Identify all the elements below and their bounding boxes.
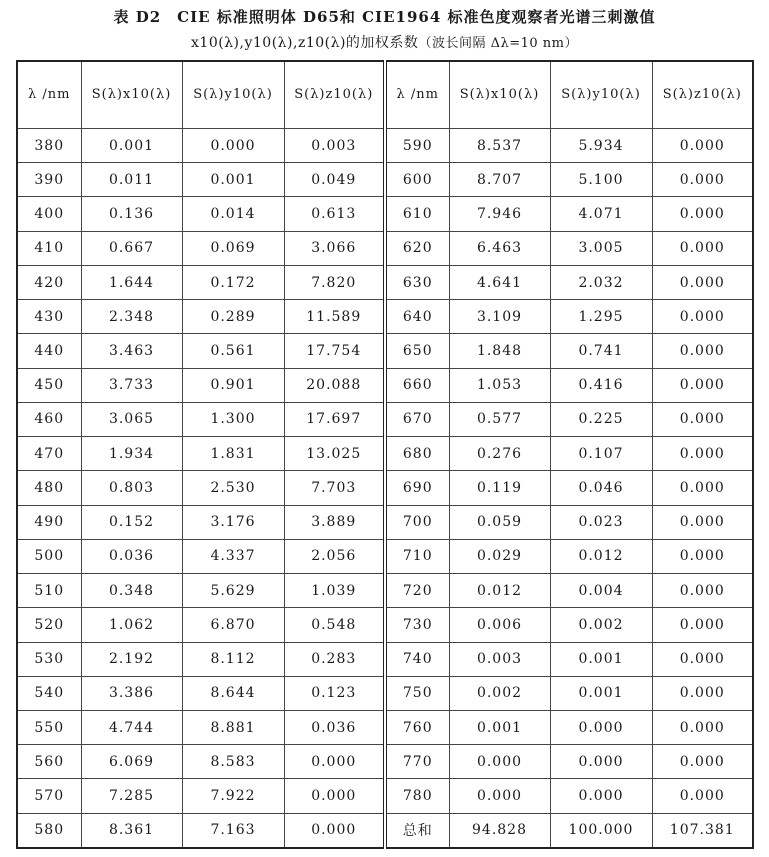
y10-cell: 2.032	[550, 265, 652, 299]
x10-cell: 0.348	[81, 574, 182, 608]
x10-cell: 0.012	[449, 574, 550, 608]
wavelength-cell: 430	[17, 300, 81, 334]
header-x10-left: S(λ)x10(λ)	[81, 61, 182, 129]
y10-cell: 7.163	[182, 813, 284, 848]
z10-cell: 0.000	[652, 642, 753, 676]
x10-cell: 0.577	[449, 402, 550, 436]
y10-cell: 1.295	[550, 300, 652, 334]
x10-cell: 0.000	[449, 745, 550, 779]
weighting-table	[16, 60, 754, 849]
x10-cell: 6.463	[449, 231, 550, 265]
wavelength-cell: 620	[385, 231, 449, 265]
table-row	[17, 368, 753, 402]
y10-cell: 0.901	[182, 368, 284, 402]
z10-cell: 0.000	[652, 745, 753, 779]
table-row	[17, 745, 753, 779]
wavelength-cell: 630	[385, 265, 449, 299]
header-lambda-left: λ /nm	[17, 61, 81, 129]
wavelength-cell: 610	[385, 197, 449, 231]
z10-cell: 0.000	[652, 129, 753, 163]
wavelength-cell: 510	[17, 574, 81, 608]
wavelength-cell: 720	[385, 574, 449, 608]
table-row	[17, 471, 753, 505]
z10-cell: 0.000	[652, 231, 753, 265]
y10-cell: 0.002	[550, 608, 652, 642]
z10-cell: 0.000	[652, 505, 753, 539]
subtitle-main: x10(λ),y10(λ),z10(λ)的加权系数	[191, 35, 419, 51]
x10-cell: 0.059	[449, 505, 550, 539]
z10-cell: 0.283	[284, 642, 385, 676]
z10-cell: 0.000	[652, 163, 753, 197]
y10-cell: 8.112	[182, 642, 284, 676]
z10-cell: 2.056	[284, 539, 385, 573]
z10-cell: 11.589	[284, 300, 385, 334]
table-row	[17, 505, 753, 539]
y10-cell: 1.300	[182, 402, 284, 436]
wavelength-cell: 530	[17, 642, 81, 676]
y10-cell: 4.337	[182, 539, 284, 573]
wavelength-cell: 660	[385, 368, 449, 402]
x10-cell: 3.463	[81, 334, 182, 368]
y10-cell: 0.172	[182, 265, 284, 299]
table-row	[17, 710, 753, 744]
y10-cell: 5.100	[550, 163, 652, 197]
z10-cell: 3.066	[284, 231, 385, 265]
header-y10-left: S(λ)y10(λ)	[182, 61, 284, 129]
y10-cell: 5.934	[550, 129, 652, 163]
x10-cell: 4.641	[449, 265, 550, 299]
table-row	[17, 231, 753, 265]
x10-cell: 8.361	[81, 813, 182, 848]
table-row	[17, 608, 753, 642]
table-row	[17, 402, 753, 436]
y10-cell: 0.023	[550, 505, 652, 539]
wavelength-cell: 420	[17, 265, 81, 299]
z10-cell: 7.703	[284, 471, 385, 505]
z10-cell: 17.697	[284, 402, 385, 436]
z10-cell: 0.000	[652, 779, 753, 813]
z10-cell: 0.049	[284, 163, 385, 197]
y10-cell: 0.561	[182, 334, 284, 368]
z10-cell: 0.000	[652, 334, 753, 368]
wavelength-cell: 560	[17, 745, 81, 779]
table-row	[17, 334, 753, 368]
z10-cell: 0.000	[652, 608, 753, 642]
z10-cell: 0.000	[284, 745, 385, 779]
x10-cell: 0.276	[449, 437, 550, 471]
wavelength-cell: 780	[385, 779, 449, 813]
x10-cell: 0.001	[81, 129, 182, 163]
x10-cell: 0.003	[449, 642, 550, 676]
table-row	[17, 437, 753, 471]
y10-cell: 0.001	[550, 676, 652, 710]
x10-cell: 0.006	[449, 608, 550, 642]
y10-cell: 0.000	[182, 129, 284, 163]
y10-cell: 0.000	[550, 710, 652, 744]
z10-cell: 0.000	[652, 402, 753, 436]
x10-cell: 0.667	[81, 231, 182, 265]
y10-cell: 0.289	[182, 300, 284, 334]
table-row	[17, 813, 753, 848]
wavelength-cell: 730	[385, 608, 449, 642]
wavelength-cell: 740	[385, 642, 449, 676]
y10-cell: 0.004	[550, 574, 652, 608]
header-lambda-right: λ /nm	[385, 61, 449, 129]
wavelength-cell: 690	[385, 471, 449, 505]
table-row	[17, 129, 753, 163]
z10-cell: 0.000	[652, 710, 753, 744]
x10-cell: 1.934	[81, 437, 182, 471]
table-row	[17, 265, 753, 299]
y10-cell: 0.107	[550, 437, 652, 471]
y10-cell: 0.000	[550, 745, 652, 779]
table-title: 表 D2 CIE 标准照明体 D65和 CIE1964 标准色度观察者光谱三刺激值	[113, 8, 656, 26]
wavelength-cell: 640	[385, 300, 449, 334]
x10-cell: 0.152	[81, 505, 182, 539]
z10-cell: 107.381	[652, 813, 753, 848]
wavelength-cell: 760	[385, 710, 449, 744]
x10-cell: 0.029	[449, 539, 550, 573]
subtitle-note: （波长间隔 Δλ=10 nm）	[418, 36, 578, 51]
z10-cell: 0.000	[652, 300, 753, 334]
x10-cell: 7.285	[81, 779, 182, 813]
wavelength-cell: 570	[17, 779, 81, 813]
table-row	[17, 163, 753, 197]
header-row	[17, 61, 753, 129]
wavelength-cell: 580	[17, 813, 81, 848]
x10-cell: 0.000	[449, 779, 550, 813]
y10-cell: 4.071	[550, 197, 652, 231]
wavelength-cell: 490	[17, 505, 81, 539]
x10-cell: 4.744	[81, 710, 182, 744]
z10-cell: 0.000	[652, 197, 753, 231]
x10-cell: 0.036	[81, 539, 182, 573]
z10-cell: 20.088	[284, 368, 385, 402]
x10-cell: 1.848	[449, 334, 550, 368]
y10-cell: 8.644	[182, 676, 284, 710]
x10-cell: 1.644	[81, 265, 182, 299]
x10-cell: 3.733	[81, 368, 182, 402]
header-y10-right: S(λ)y10(λ)	[550, 61, 652, 129]
z10-cell: 0.000	[652, 676, 753, 710]
z10-cell: 0.000	[652, 437, 753, 471]
y10-cell: 3.176	[182, 505, 284, 539]
z10-cell: 13.025	[284, 437, 385, 471]
wavelength-cell: 410	[17, 231, 81, 265]
wavelength-cell: 710	[385, 539, 449, 573]
x10-cell: 0.803	[81, 471, 182, 505]
y10-cell: 0.046	[550, 471, 652, 505]
z10-cell: 7.820	[284, 265, 385, 299]
x10-cell: 2.192	[81, 642, 182, 676]
x10-cell: 3.065	[81, 402, 182, 436]
table-row	[17, 539, 753, 573]
y10-cell: 0.069	[182, 231, 284, 265]
z10-cell: 1.039	[284, 574, 385, 608]
y10-cell: 5.629	[182, 574, 284, 608]
x10-cell: 8.537	[449, 129, 550, 163]
wavelength-cell: 390	[17, 163, 81, 197]
wavelength-cell: 540	[17, 676, 81, 710]
z10-cell: 0.003	[284, 129, 385, 163]
wavelength-cell: 550	[17, 710, 81, 744]
wavelength-cell: 700	[385, 505, 449, 539]
y10-cell: 0.741	[550, 334, 652, 368]
y10-cell: 1.831	[182, 437, 284, 471]
wavelength-cell: 480	[17, 471, 81, 505]
table-row	[17, 642, 753, 676]
y10-cell: 0.001	[550, 642, 652, 676]
y10-cell: 6.870	[182, 608, 284, 642]
y10-cell: 100.000	[550, 813, 652, 848]
x10-cell: 0.011	[81, 163, 182, 197]
wavelength-cell: 总和	[385, 813, 449, 848]
header-z10-left: S(λ)z10(λ)	[284, 61, 385, 129]
x10-cell: 3.109	[449, 300, 550, 334]
x10-cell: 2.348	[81, 300, 182, 334]
z10-cell: 0.000	[652, 539, 753, 573]
z10-cell: 0.000	[652, 368, 753, 402]
wavelength-cell: 680	[385, 437, 449, 471]
table-row	[17, 197, 753, 231]
z10-cell: 0.548	[284, 608, 385, 642]
y10-cell: 2.530	[182, 471, 284, 505]
x10-cell: 6.069	[81, 745, 182, 779]
z10-cell: 0.000	[284, 779, 385, 813]
z10-cell: 17.754	[284, 334, 385, 368]
z10-cell: 0.000	[652, 574, 753, 608]
wavelength-cell: 380	[17, 129, 81, 163]
z10-cell: 0.036	[284, 710, 385, 744]
wavelength-cell: 450	[17, 368, 81, 402]
y10-cell: 8.583	[182, 745, 284, 779]
table-row	[17, 300, 753, 334]
wavelength-cell: 600	[385, 163, 449, 197]
z10-cell: 0.613	[284, 197, 385, 231]
wavelength-cell: 750	[385, 676, 449, 710]
wavelength-cell: 470	[17, 437, 81, 471]
z10-cell: 0.000	[652, 471, 753, 505]
wavelength-cell: 670	[385, 402, 449, 436]
header-z10-right: S(λ)z10(λ)	[652, 61, 753, 129]
wavelength-cell: 650	[385, 334, 449, 368]
y10-cell: 3.005	[550, 231, 652, 265]
y10-cell: 0.012	[550, 539, 652, 573]
y10-cell: 0.001	[182, 163, 284, 197]
table-row	[17, 779, 753, 813]
z10-cell: 0.000	[652, 265, 753, 299]
y10-cell: 0.225	[550, 402, 652, 436]
x10-cell: 1.053	[449, 368, 550, 402]
header-x10-right: S(λ)x10(λ)	[449, 61, 550, 129]
table-row	[17, 676, 753, 710]
y10-cell: 0.416	[550, 368, 652, 402]
x10-cell: 0.002	[449, 676, 550, 710]
wavelength-cell: 460	[17, 402, 81, 436]
y10-cell: 0.014	[182, 197, 284, 231]
wavelength-cell: 440	[17, 334, 81, 368]
wavelength-cell: 590	[385, 129, 449, 163]
table-body	[17, 129, 753, 849]
x10-cell: 1.062	[81, 608, 182, 642]
x10-cell: 7.946	[449, 197, 550, 231]
x10-cell: 3.386	[81, 676, 182, 710]
x10-cell: 94.828	[449, 813, 550, 848]
wavelength-cell: 500	[17, 539, 81, 573]
y10-cell: 8.881	[182, 710, 284, 744]
table-row	[17, 574, 753, 608]
wavelength-cell: 770	[385, 745, 449, 779]
z10-cell: 0.123	[284, 676, 385, 710]
y10-cell: 7.922	[182, 779, 284, 813]
wavelength-cell: 400	[17, 197, 81, 231]
z10-cell: 0.000	[284, 813, 385, 848]
y10-cell: 0.000	[550, 779, 652, 813]
x10-cell: 0.001	[449, 710, 550, 744]
x10-cell: 0.119	[449, 471, 550, 505]
wavelength-cell: 520	[17, 608, 81, 642]
table-subtitle	[0, 32, 769, 52]
z10-cell: 3.889	[284, 505, 385, 539]
x10-cell: 0.136	[81, 197, 182, 231]
x10-cell: 8.707	[449, 163, 550, 197]
